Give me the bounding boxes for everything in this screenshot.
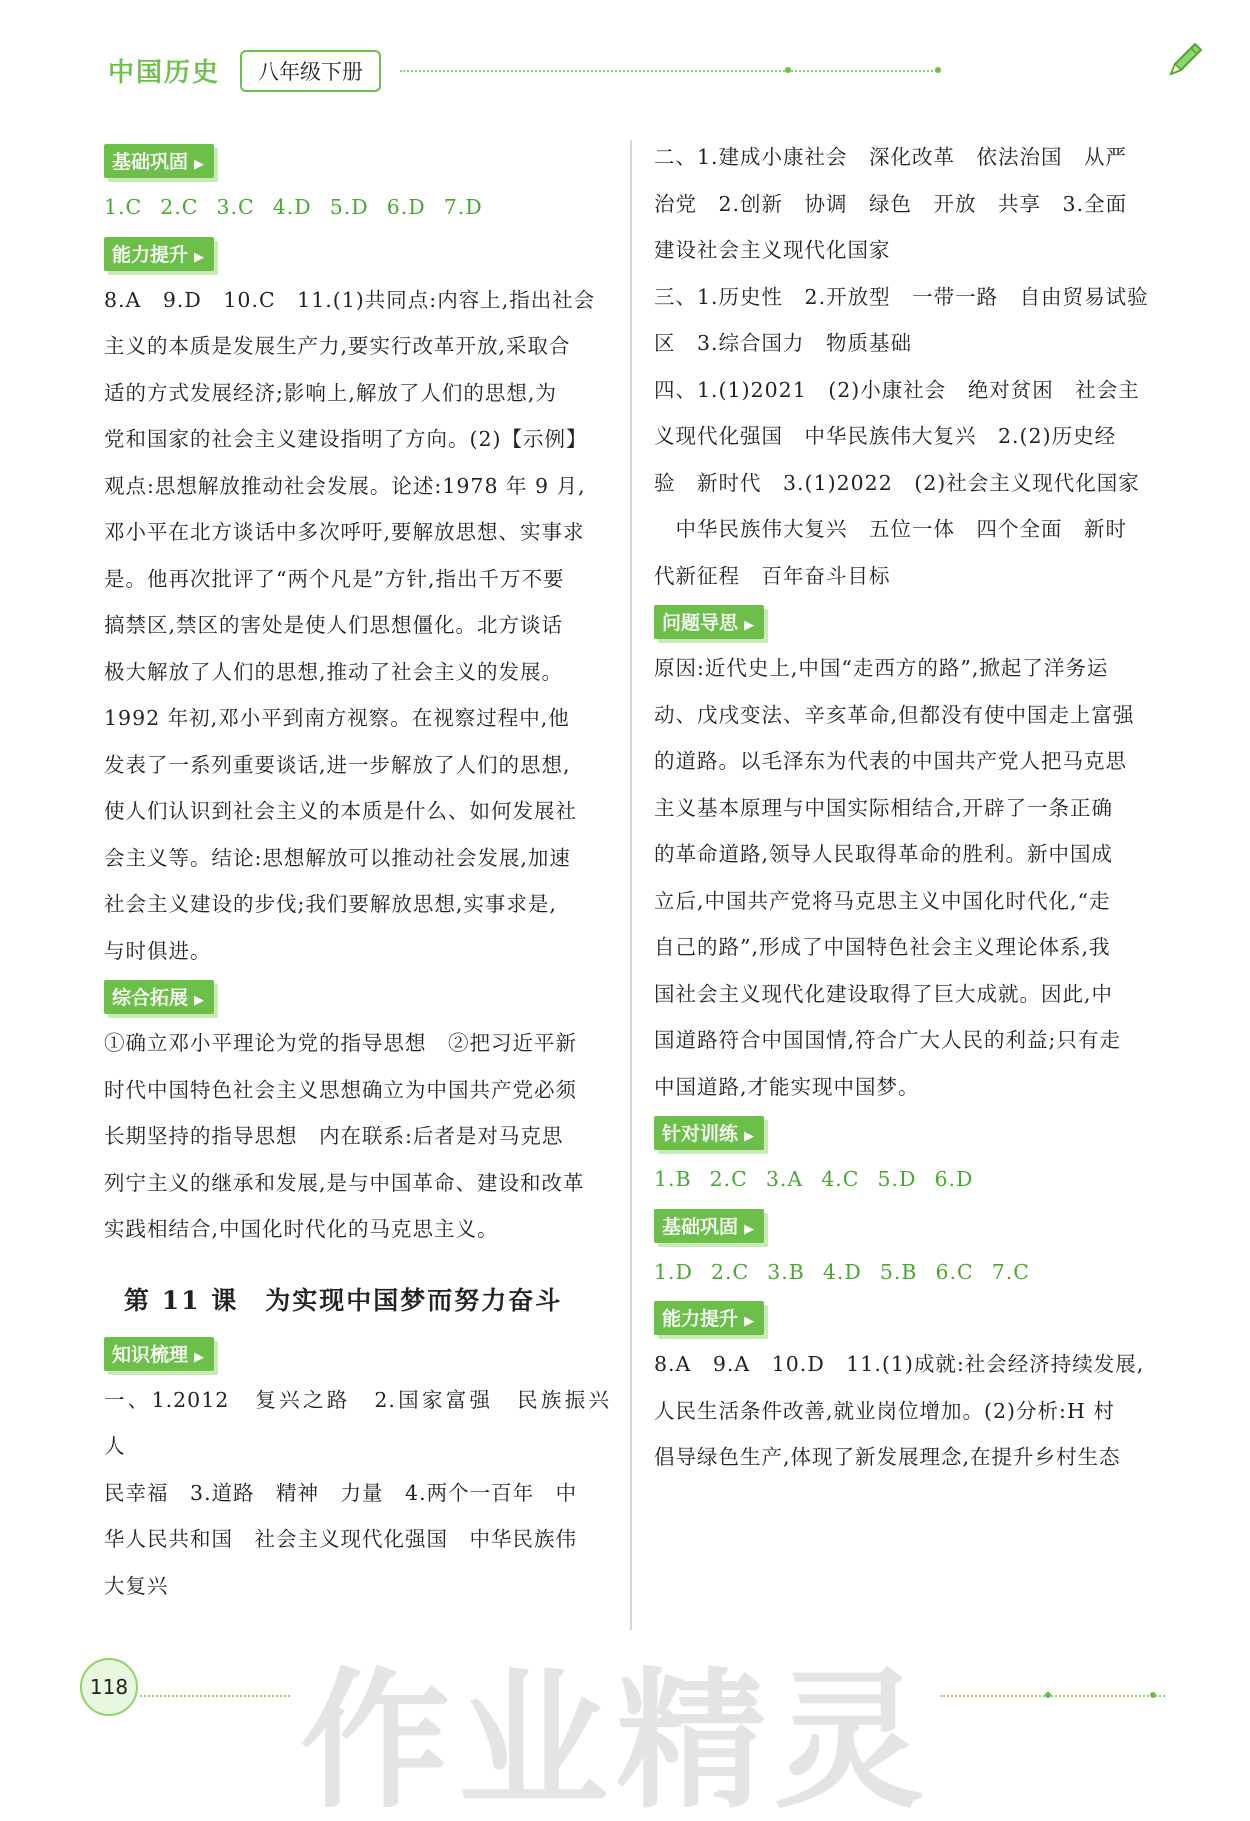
knowledge-answers-continued <box>654 134 1166 599</box>
book-subject-title: 中国历史 <box>108 58 221 88</box>
page-number: 118 <box>80 1658 138 1716</box>
pencil-icon <box>1165 38 1207 80</box>
text-line: 适的方式发展经济;影响上,解放了人们的思想,为 <box>104 380 557 405</box>
header-dot <box>785 67 791 73</box>
text-line: 一、1.2012 复兴之路 2.国家富强 民族振兴 人 <box>104 1387 632 1458</box>
text-line: 主义的本质是发展生产力,要实行改革开放,采取合 <box>104 334 571 358</box>
answer-item: 2.C <box>709 1167 748 1191</box>
section-tag-ability: 能力提升 ▶ <box>104 237 214 271</box>
answer-item: 4.D <box>822 1259 862 1284</box>
text-line: 华人民共和国 社会主义现代化强国 中华民族伟 <box>104 1527 577 1551</box>
text-line: 观点:思想解放推动社会发展。论述:1978 年 9 月, <box>104 473 586 498</box>
header-dotted-line <box>400 70 940 72</box>
text-line: 会主义等。结论:思想解放可以推动社会发展,加速 <box>104 845 571 870</box>
text-line: 的革命道路,领导人民取得革命的胜利。新中国成 <box>654 842 1114 866</box>
ability-answers-2 <box>654 1341 1166 1481</box>
text-line: 极大解放了人们的思想,推动了社会主义的发展。 <box>104 659 564 684</box>
book-grade-label: 八年级下册 <box>240 50 381 92</box>
text-line: 8.A 9.A 10.D 11.(1)成就:社会经济持续发展, <box>654 1352 1145 1376</box>
text-line: 三、1.历史性 2.开放型 一带一路 自由贸易试验 <box>654 284 1149 309</box>
text-line: 中华民族伟大复兴 五位一体 四个全面 新时 <box>654 517 1127 541</box>
extension-answers <box>104 1020 610 1253</box>
answer-item: 3.B <box>767 1259 805 1284</box>
answer-item: 7.D <box>443 195 483 219</box>
answer-row <box>654 1249 1166 1296</box>
answer-item: 1.C <box>104 195 143 219</box>
text-line: 大复兴 <box>104 1573 169 1598</box>
answer-item: 3.C <box>216 195 255 219</box>
answer-item: 5.D <box>329 195 369 219</box>
section-tag-training: 针对训练 ▶ <box>654 1116 764 1150</box>
text-line: 验 新时代 3.(1)2022 (2)社会主义现代化国家 <box>654 470 1140 495</box>
footer-dotted-line <box>940 1695 1165 1697</box>
answer-item: 6.D <box>386 195 426 219</box>
text-line: 人民生活条件改善,就业岗位增加。(2)分析:H 村 <box>654 1398 1115 1423</box>
left-column <box>104 138 632 1609</box>
watermark-logo: 作业精灵 <box>300 1655 933 1821</box>
text-line: 立后,中国共产党将马克思主义中国化时代化,“走 <box>654 888 1111 913</box>
text-line: 的道路。以毛泽东为代表的中国共产党人把马克思 <box>654 749 1127 773</box>
knowledge-answers <box>104 1377 632 1610</box>
answer-item: 1.D <box>654 1259 693 1284</box>
text-line: 8.A 9.D 10.C 11.(1)共同点:内容上,指出社会 <box>104 287 596 312</box>
text-line: 与时俱进。 <box>104 938 212 963</box>
answer-item: 4.D <box>272 195 312 219</box>
text-line: 时代中国特色社会主义思想确立为中国共产党必须 <box>104 1077 577 1102</box>
text-line: 搞禁区,禁区的害处是使人们思想僵化。北方谈话 <box>104 613 564 637</box>
text-line: 动、戊戌变法、辛亥革命,但都没有使中国走上富强 <box>654 702 1135 727</box>
answer-item: 5.B <box>879 1259 918 1284</box>
answer-item: 1.B <box>654 1167 692 1191</box>
text-line: 义现代化强国 中华民族伟大复兴 2.(2)历史经 <box>654 424 1117 448</box>
text-line: 列宁主义的继承和发展,是与中国革命、建设和改革 <box>104 1170 585 1195</box>
section-tag-basic: 基础巩固 ▶ <box>104 144 214 178</box>
header-dot <box>935 67 941 73</box>
answer-item: 2.C <box>711 1259 750 1284</box>
text-line: 中国道路,才能实现中国梦。 <box>654 1074 920 1099</box>
text-line: 发表了一系列重要谈话,进一步解放了人们的思想, <box>104 752 571 777</box>
answer-item: 6.D <box>934 1167 974 1191</box>
text-line: 邓小平在北方谈话中多次呼吁,要解放思想、实事求 <box>104 520 585 544</box>
text-line: 区 3.综合国力 物质基础 <box>654 331 913 355</box>
lesson-title: 第 11 课 为实现中国梦而努力奋斗 <box>124 1285 563 1315</box>
text-line: 二、1.建成小康社会 深化改革 依法治国 从严 <box>654 145 1128 169</box>
text-line: 主义基本原理与中国实际相结合,开辟了一条正确 <box>654 795 1114 820</box>
section-tag-extension: 综合拓展 ▶ <box>104 980 214 1014</box>
answer-row <box>654 1156 1166 1203</box>
text-line: 自己的路”,形成了中国特色社会主义理论体系,我 <box>654 935 1111 959</box>
text-line: 治党 2.创新 协调 绿色 开放 共享 3.全面 <box>654 191 1128 216</box>
answer-item: 6.C <box>935 1259 974 1284</box>
text-line: 原因:近代史上,中国“走西方的路”,掀起了洋务运 <box>654 656 1109 680</box>
text-line: 国道路符合中国国情,符合广大人民的利益;只有走 <box>654 1028 1121 1052</box>
right-column <box>654 134 1166 1481</box>
answer-item: 5.D <box>877 1167 917 1191</box>
section-tag-basic-2: 基础巩固 ▶ <box>654 1209 764 1243</box>
text-line: 长期坚持的指导思想 内在联系:后者是对马克思 <box>104 1124 564 1148</box>
text-line: 代新征程 百年奋斗目标 <box>654 563 891 588</box>
text-line: ①确立邓小平理论为党的指导思想 ②把习近平新 <box>104 1031 577 1055</box>
text-line: 实践相结合,中国化时代化的马克思主义。 <box>104 1217 499 1241</box>
text-line: 使人们认识到社会主义的本质是什么、如何发展社 <box>104 799 577 823</box>
section-tag-ability-2: 能力提升 ▶ <box>654 1301 764 1335</box>
text-line: 倡导绿色生产,体现了新发展理念,在提升乡村生态 <box>654 1445 1121 1469</box>
text-line: 建设社会主义现代化国家 <box>654 238 891 262</box>
text-line: 党和国家的社会主义建设指明了方向。(2)【示例】 <box>104 427 588 451</box>
answer-item: 3.A <box>765 1167 804 1191</box>
footer-dotted-line <box>140 1695 290 1697</box>
section-tag-knowledge: 知识梳理 ▶ <box>104 1337 214 1371</box>
answer-item: 7.C <box>991 1259 1030 1284</box>
answer-row <box>104 184 610 231</box>
footer-dot <box>1045 1692 1051 1698</box>
text-line: 四、1.(1)2021 (2)小康社会 绝对贫困 社会主 <box>654 377 1140 402</box>
footer-dot <box>1150 1692 1156 1698</box>
ability-answers <box>104 277 610 975</box>
text-line: 1992 年初,邓小平到南方视察。在视察过程中,他 <box>104 706 570 730</box>
guide-answers <box>654 645 1166 1110</box>
text-line: 是。他再次批评了“两个凡是”方针,指出千万不要 <box>104 566 565 591</box>
text-line: 社会主义建设的步伐;我们要解放思想,实事求是, <box>104 892 557 916</box>
text-line: 民幸福 3.道路 精神 力量 4.两个一百年 中 <box>104 1480 578 1505</box>
answer-item: 4.C <box>821 1167 860 1191</box>
answer-item: 2.C <box>160 195 199 219</box>
section-tag-guide: 问题导思 ▶ <box>654 605 764 639</box>
text-line: 国社会主义现代化建设取得了巨大成就。因此,中 <box>654 981 1114 1006</box>
